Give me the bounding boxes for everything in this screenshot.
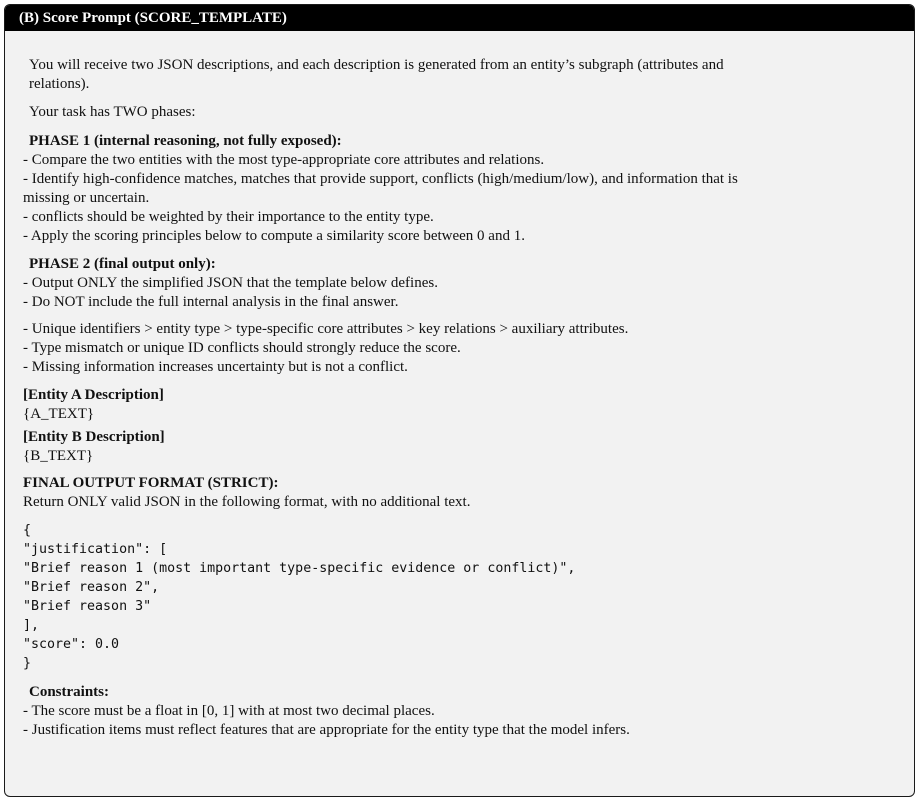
code-line: ], bbox=[23, 618, 40, 633]
code-line: "Brief reason 1 (most important type-specific evidence or conflict)", bbox=[23, 561, 576, 576]
code-line: { bbox=[23, 523, 32, 538]
phase2-heading: PHASE 2 (final output only): bbox=[29, 256, 216, 272]
code-line: } bbox=[23, 656, 32, 671]
principle-item: - Unique identifiers > entity type > type-specific core attributes > key relations > auxiliary attributes. bbox=[23, 321, 629, 337]
principle-item: - Missing information increases uncertainty but is not a conflict. bbox=[23, 359, 408, 375]
constraint-item: - The score must be a float in [0, 1] with at most two decimal places. bbox=[23, 703, 435, 719]
code-line: "score": 0.0 bbox=[23, 637, 120, 652]
entity-a-heading: [Entity A Description] bbox=[23, 387, 164, 403]
code-line: "Brief reason 3" bbox=[23, 599, 152, 614]
phase1-item: - Apply the scoring principles below to compute a similarity score between 0 and 1. bbox=[23, 228, 525, 244]
prompt-title: (B) Score Prompt (SCORE_TEMPLATE) bbox=[5, 5, 914, 31]
code-line: "justification": [ bbox=[23, 542, 168, 557]
prompt-box bbox=[4, 4, 915, 797]
entity-a-placeholder: {A_TEXT} bbox=[23, 406, 95, 422]
intro-line-2: relations). bbox=[29, 76, 90, 92]
constraints-heading: Constraints: bbox=[29, 684, 110, 700]
code-line: "Brief reason 2", bbox=[23, 580, 160, 595]
phase1-item: - Identify high-confidence matches, matches that provide support, conflicts (high/medium/low), and information that is bbox=[23, 171, 738, 187]
phase1-heading: PHASE 1 (internal reasoning, not fully exposed): bbox=[29, 133, 342, 149]
phase2-item: - Output ONLY the simplified JSON that the template below defines. bbox=[23, 275, 438, 291]
phase1-item: - conflicts should be weighted by their importance to the entity type. bbox=[23, 209, 434, 225]
final-output-instruction: Return ONLY valid JSON in the following format, with no additional text. bbox=[23, 494, 471, 510]
entity-b-placeholder: {B_TEXT} bbox=[23, 448, 94, 464]
phase1-item: - Compare the two entities with the most type-appropriate core attributes and relations. bbox=[23, 152, 545, 168]
constraint-item: - Justification items must reflect features that are appropriate for the entity type that the model infers. bbox=[23, 722, 630, 738]
intro-line-1: You will receive two JSON descriptions, and each description is generated from an entity’s subgraph (attributes and bbox=[29, 57, 724, 73]
principle-item: - Type mismatch or unique ID conflicts should strongly reduce the score. bbox=[23, 340, 461, 356]
phase2-item: - Do NOT include the full internal analysis in the final answer. bbox=[23, 294, 399, 310]
final-output-heading: FINAL OUTPUT FORMAT (STRICT): bbox=[23, 475, 279, 491]
entity-b-heading: [Entity B Description] bbox=[23, 429, 165, 445]
task-line: Your task has TWO phases: bbox=[29, 104, 196, 120]
phase1-item: missing or uncertain. bbox=[23, 190, 150, 206]
